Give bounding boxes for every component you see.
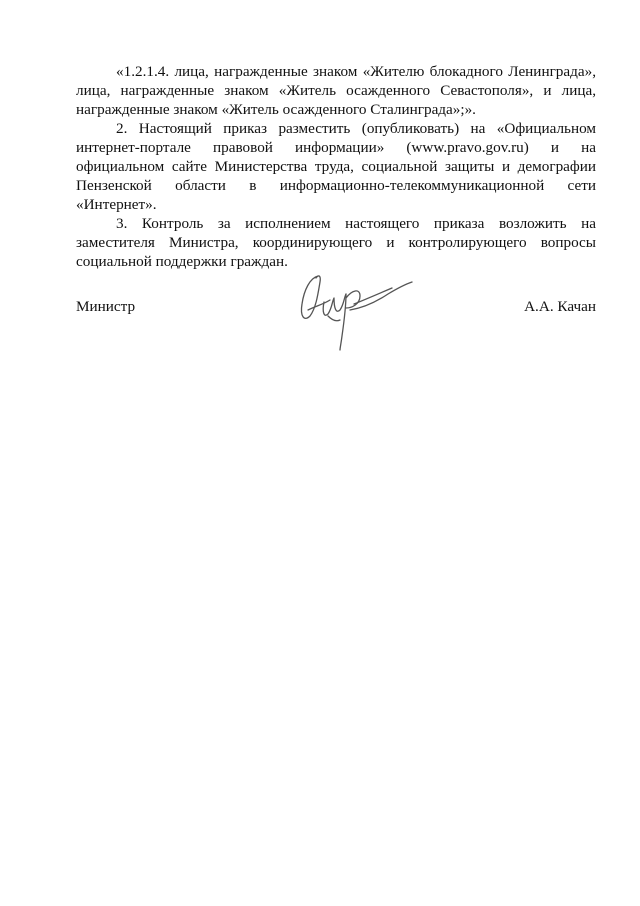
document-body [76,62,596,271]
paragraph-item-1-2-1-4: «1.2.1.4. лица, награжденные знаком «Жителю блокадного Ленинграда», лица, награжденные знаком «Житель осажденного Севастополя», и лица, награжденные знаком «Житель осажденного Сталинграда»;». [76,63,596,118]
paragraph-publication: 2. Настоящий приказ разместить (опубликовать) на «Официальном интернет-портале правовой информации» (www.pravo.gov.ru) и на официальном сайте Министерства труда, социальной защиты и демографии Пензенской области в информационно-телекоммуникационной сети «Интернет». [76,120,596,213]
handwritten-signature-icon [288,264,418,354]
paragraph-control: 3. Контроль за исполнением настоящего приказа возложить на заместителя Министра, координирующего и контролирующего вопросы социальной поддержки граждан. [76,215,596,270]
signatory-name: А.А. Качан [524,298,596,315]
signatory-title: Министр [76,298,136,315]
signature-block [76,294,596,364]
